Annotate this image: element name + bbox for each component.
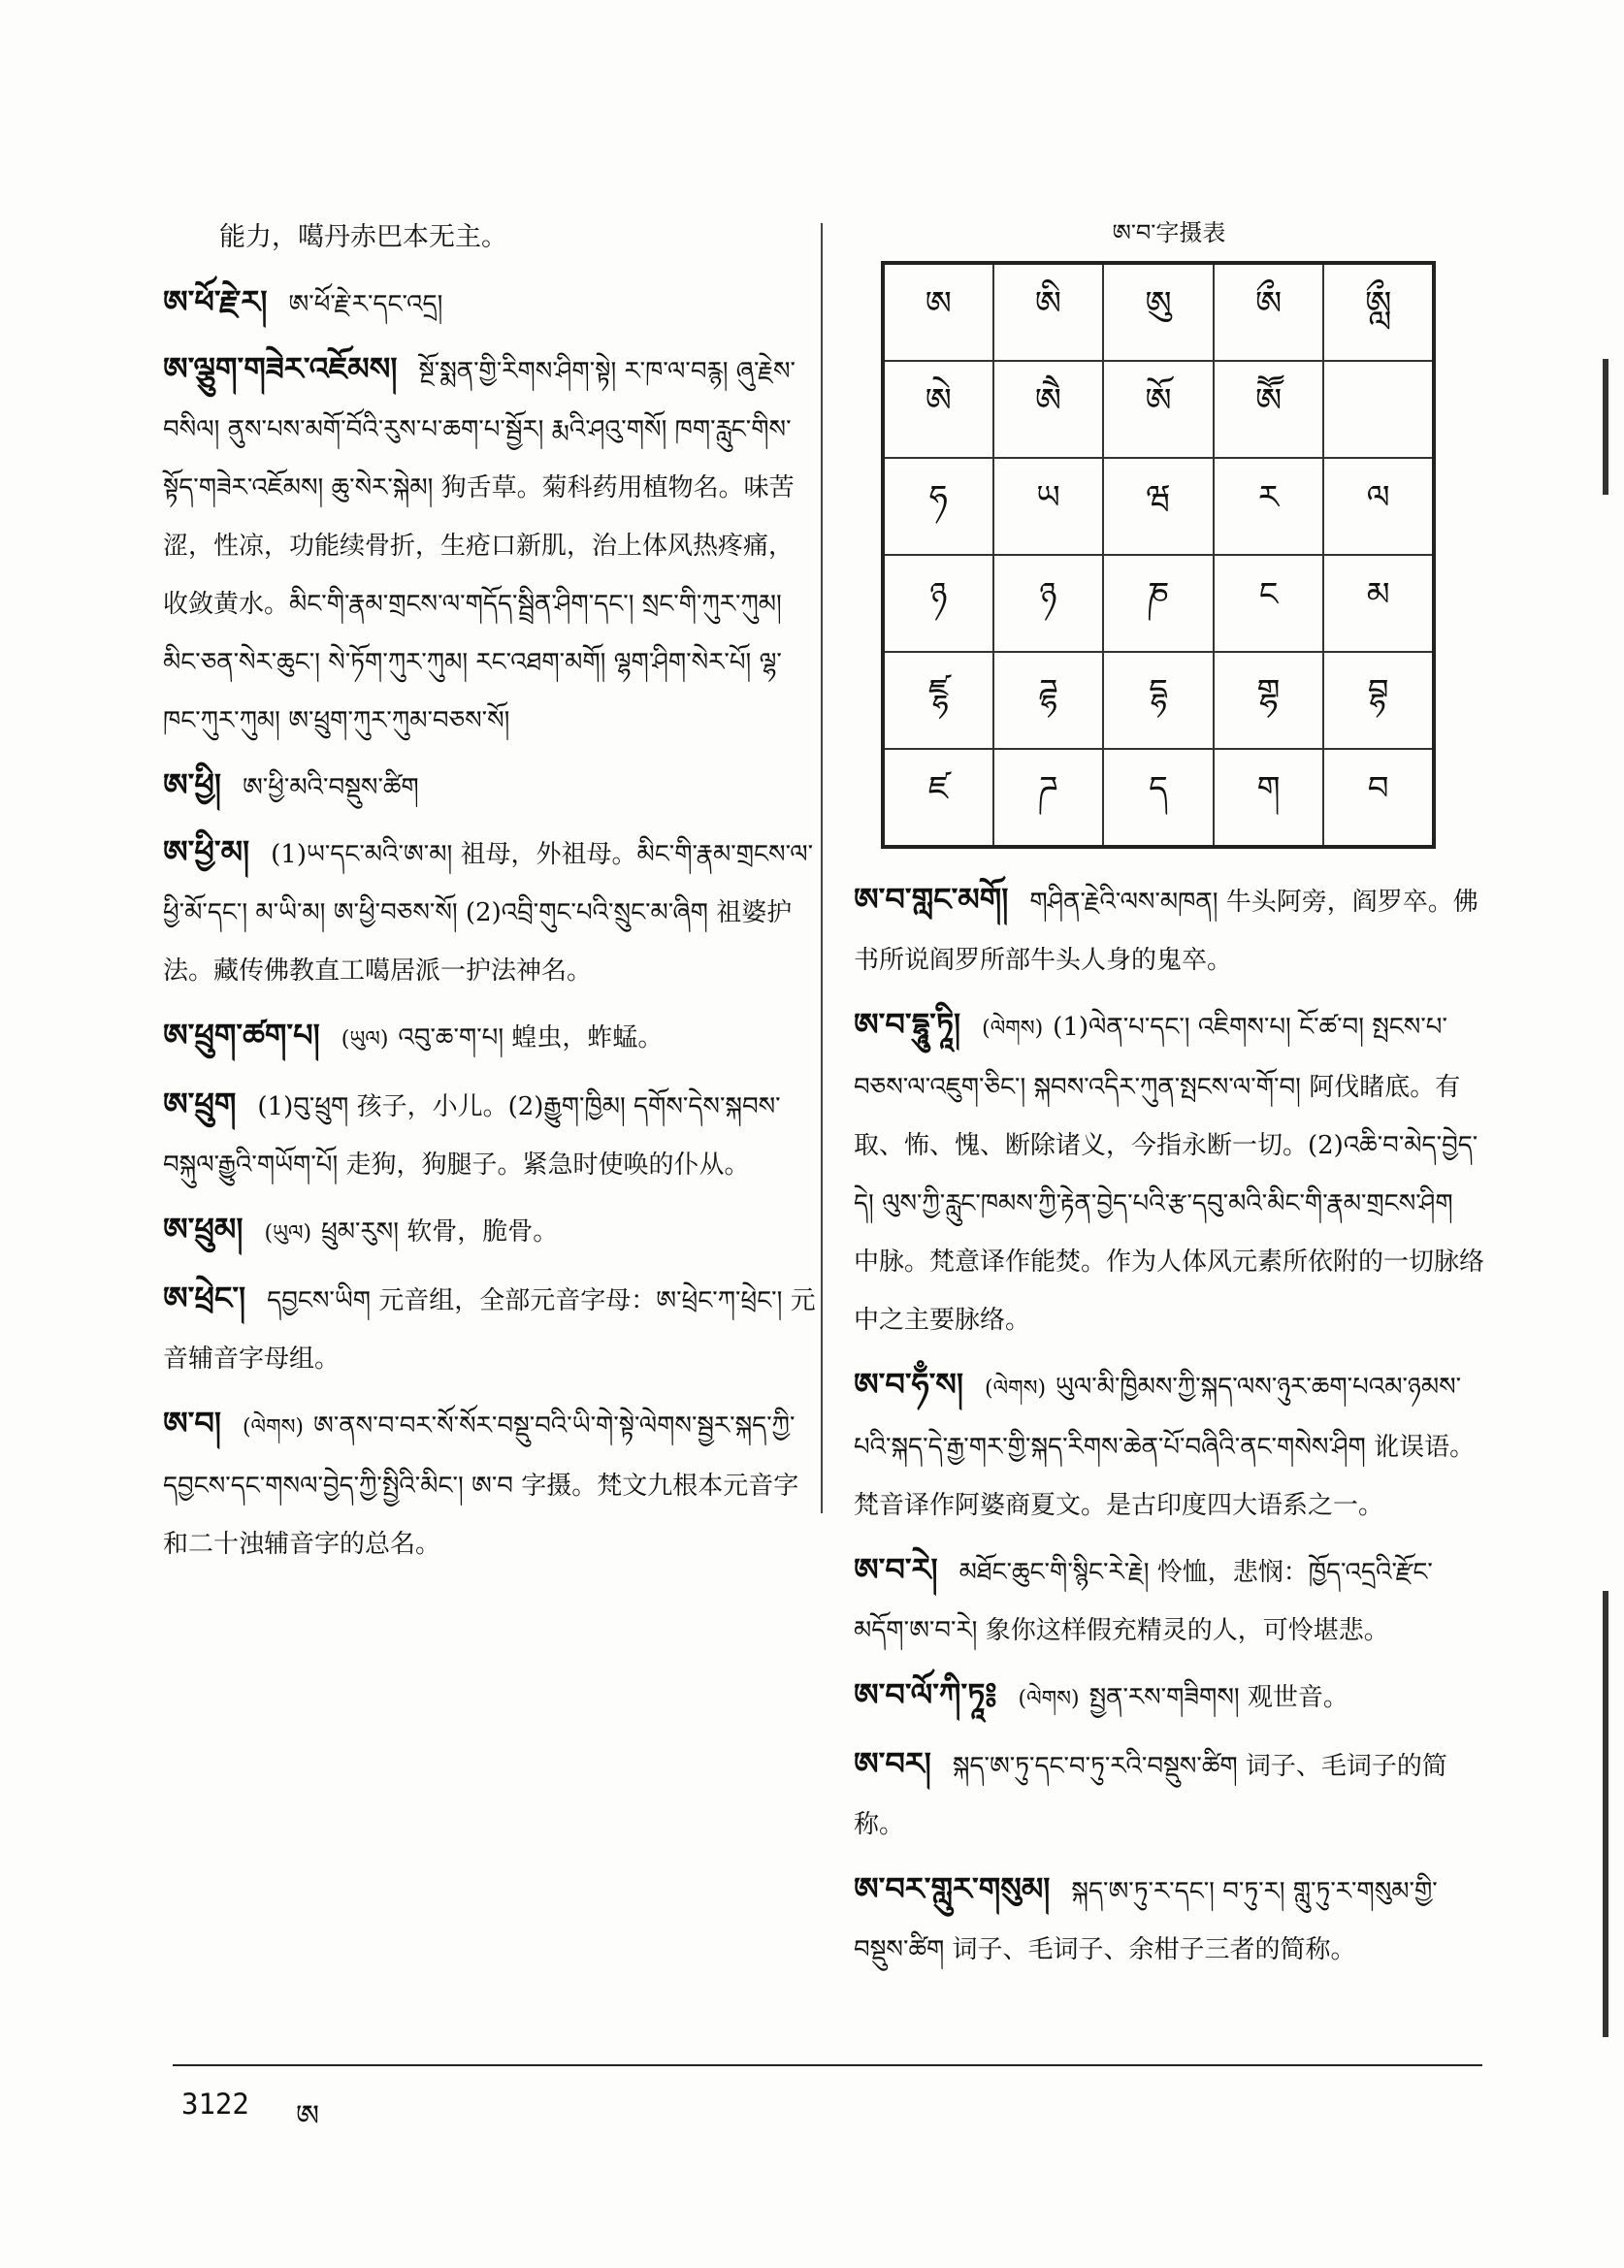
- page-number: 3122: [181, 2088, 249, 2121]
- entry-body: ཨ་ནས་བ་བར་སོ་སོར་བསྡུ་བའི་ཡི་གེ་སྟེ་ལེགས་སྦྱར་སྐད་ཀྱི་དབྱངས་དང་གསལ་བྱེད་ཀྱི་སྤྱིའི་མིང་། ཨ་བ 字摄。梵文九根本元音字和二十浊辅音字的总名。: [163, 1411, 799, 1559]
- table-row: [883, 361, 1434, 458]
- entry-headword: ཨ་ཕྲུག་ཚག་པ།: [163, 1017, 320, 1053]
- entry-body: མཐོང་ཆུང་གི་སྙིང་རེ་རྗེ། 怜恤，悲悯：ཁྱོད་འདྲའི་རྫོང་མདོག་ཨ་བ་རེ། 象你这样假充精灵的人，可怜堪悲。: [854, 1558, 1433, 1645]
- footer-rule: [173, 2064, 1482, 2066]
- entry-headword: ཨ་ཕྱི་མ།: [163, 833, 250, 870]
- table-cell: ཛྷ: [883, 652, 993, 749]
- table-cell: ཨི: [993, 263, 1104, 361]
- table-cell: ཉ: [993, 555, 1104, 652]
- entry-body: ཡུལ་མི་ཁྱིམས་ཀྱི་སྐད་ལས་ཉུར་ཆག་པའམ་ཉམས་པའི་སྐད་དེ་རྒྱ་གར་གྱི་སྐད་རིགས་ཆེན་པོ་བཞིའི་ནང་གསེས་ཤིག 讹误语。梵音译作阿婆商夏文。是古印度四大语系之一。: [854, 1373, 1476, 1520]
- dictionary-entry: [163, 1200, 818, 1263]
- entry-headword: ཨ་བ་ཧྃ་ས།: [854, 1366, 963, 1403]
- scan-edge-mark: [1603, 359, 1608, 495]
- table-cell: བ: [1323, 749, 1434, 847]
- dictionary-entry: [163, 1394, 818, 1573]
- table-cell: ག: [1214, 749, 1324, 847]
- dictionary-entry: [854, 1666, 1484, 1729]
- table-row: [883, 263, 1434, 361]
- table-cell: དྷ: [1103, 652, 1214, 749]
- table-row: [883, 458, 1434, 555]
- entry-tag: (ལེགས): [1018, 1687, 1080, 1711]
- table-cell: ལ: [1323, 458, 1434, 555]
- entry-tag: (ལེགས): [985, 1377, 1047, 1401]
- entry-headword: ཨ་ཕྲུམ།: [163, 1211, 244, 1247]
- entry-headword: ཨ་བར།: [854, 1745, 931, 1782]
- scan-edge-mark: [1603, 1591, 1608, 2037]
- entry-body: ཨ་ཕྱི་མའི་བསྡུས་ཚིག: [242, 773, 419, 802]
- entry-headword: ཨ་བ་ལོ་ཀི་ཏཱ༔: [854, 1676, 997, 1713]
- table-row: [883, 749, 1434, 847]
- column-divider: [821, 223, 823, 1513]
- table-cell: ཧ: [883, 458, 993, 555]
- dictionary-entry: [854, 1355, 1484, 1535]
- table-cell: ཡ: [993, 458, 1104, 555]
- entry-headword: ཨ་བར་གླུར་གསུམ།: [854, 1870, 1051, 1907]
- entry-headword: ཨ་ལྕུག་གཟེར་འཇོམས།: [163, 350, 398, 387]
- entry-body: (1)བུ་ཕྲུག 孩子，小儿。(2)རྒྱུག་ཁྱིམ། དགོས་དེས་སྐབས་བསྐུལ་རྒྱུའི་གཡོག་པོ། 走狗，狗腿子。紧急时使唤的仆从。: [163, 1092, 781, 1180]
- table-cell: ཨོ: [1103, 361, 1214, 458]
- table-cell: ཨཻ: [993, 361, 1104, 458]
- dictionary-entry: [854, 995, 1484, 1349]
- table-cell: ཉ: [883, 555, 993, 652]
- entry-body: གཤིན་རྗེའི་ལས་མཁན། 牛头阿旁，阎罗卒。佛书所说阎罗所部牛头人身的鬼卒。: [854, 888, 1478, 975]
- table-cell: [1323, 361, 1434, 458]
- entry-body: དབྱངས་ཡིག 元音组，全部元音字母：ཨ་ཕྲེང་ཀ་ཕྲེང་། 元音辅音字母组。: [163, 1286, 816, 1374]
- dictionary-entry: [854, 1860, 1484, 1979]
- dictionary-entry: [163, 1269, 818, 1388]
- entry-body: སྐད་ཨ་ཏུ་དང་བ་ཏུ་རའི་བསྡུས་ཚིག 词子、毛词子的简称。: [854, 1752, 1447, 1839]
- table-cell: ཨླྀ: [1323, 263, 1434, 361]
- table-cell: ཌྷ: [993, 652, 1104, 749]
- entry-headword: ཨ་བ་གླང་མགོ།: [854, 881, 1009, 918]
- table-cell: ཨཽ: [1214, 361, 1324, 458]
- table-cell: བྷ: [1323, 652, 1434, 749]
- dictionary-entry: [163, 1075, 818, 1194]
- entry-tag: (ཡུལ): [341, 1027, 389, 1052]
- entry-headword: ཨ་ཕྲུག: [163, 1085, 237, 1122]
- table-cell: མ: [1323, 555, 1434, 652]
- entry-body: ཕྲུམ་རུས། 软骨，脆骨。: [321, 1217, 559, 1247]
- entry-tag: (ལེགས): [982, 1017, 1044, 1041]
- entry-body: འབུ་ཆ་ག་པ། 蝗虫，蚱蜢。: [398, 1023, 664, 1053]
- entry-headword: ཨ་བ།: [163, 1405, 221, 1442]
- entry-tag: (ཡུལ): [264, 1221, 312, 1246]
- dictionary-entry: [163, 756, 818, 817]
- entry-tag: (ལེགས): [242, 1415, 305, 1440]
- table-cell: ཨུ: [1103, 263, 1214, 361]
- entry-body: སྐད་ཨ་ཏུ་ར་དང་། བ་ཏུ་ར། གླུ་ཏུ་ར་གསུམ་གྱི་བསྡུས་ཚིག 词子、毛词子、余柑子三者的简称。: [854, 1877, 1438, 1964]
- table-cell: ང: [1214, 555, 1324, 652]
- entry-headword: ཨ་ཕོ་རྗེ་ར།: [163, 283, 268, 320]
- entry-body: 能力，噶丹赤巴本无主。: [219, 222, 507, 252]
- entry-headword: ཨ་ཕྲེང་།: [163, 1280, 246, 1316]
- entry-body: སྔོ་སྨན་གྱི་རིགས་ཤིག་སྟེ། ར་ཁ་ལ་བརྙ། ཞུ་རྗེས་བསིལ། ནུས་པས་མགོ་བོའི་རུས་པ་ཆག་པ་སྦྱོར། རྨའི་ཤའུ་གསོ། ཁག་རླུང་གིས་སྟོད་གཟེར་འཇོམས། ཆུ་སེར་སྐེམ། 狗舌草。菊科药用植物名。味苦涩，性凉，功能续骨折，生疮口新肌，治上体风热疼痛，收敛黄水。མིང་གི་རྣམ་གྲངས་ལ་གདོད་སྦྲིན་ཤིག་དང་། སྲང་གི་ཀུར་ཀུམ། མིང་ཅན་སེར་ཆུང་། སེ་ཏོག་ཀུར་ཀུམ། རང་འཐག་མགོ། ལྷག་ཤིག་སེར་པོ། ལྷ་ཁང་ཀུར་ཀུམ། ཨ་ཕྲུག་ཀུར་ཀུམ་བཅས་སོ།: [163, 357, 796, 735]
- table-cell: ཌ: [993, 749, 1104, 847]
- dictionary-entry: [854, 1540, 1484, 1660]
- table-cell: ཨ: [883, 263, 993, 361]
- table-cell: ཝ: [1103, 458, 1214, 555]
- dictionary-entry: [163, 273, 818, 334]
- table-cell: ཨྀ: [1214, 263, 1324, 361]
- section-letter: ཨ: [296, 2099, 320, 2133]
- entry-body: (1)ཡ་དང་མའི་ཨ་མ། 祖母，外祖母。མིང་གི་རྣམ་གྲངས་ལ་ཕྱི་མོ་དང་། མ་ཡི་མ། ཨ་ཕྱི་བཅས་སོ། (2)འབྲི་གུང་པའི་སྲུང་མ་ཞིག 祖婆护法。藏传佛教直工噶居派一护法神名。: [163, 840, 814, 986]
- table-cell: ཨེ: [883, 361, 993, 458]
- entry-continuation: [163, 209, 818, 267]
- syllable-table: [881, 261, 1436, 849]
- table-title: ཨ་བ་字摄表: [1112, 219, 1226, 246]
- table-cell: ཛ: [883, 749, 993, 847]
- table-cell: ད: [1103, 749, 1214, 847]
- entry-headword: ཨ་བ་དྷཱུ་ཏཱི།: [854, 1006, 961, 1043]
- table-cell: ར: [1214, 458, 1324, 555]
- dictionary-entry: [163, 823, 818, 1000]
- table-row: [883, 555, 1434, 652]
- right-column: [854, 209, 1484, 1985]
- table-cell: གྷ: [1214, 652, 1324, 749]
- entry-body: (1)ལེན་པ་དང་། འཇིགས་པ། ངོ་ཚ་བ། སྤངས་པ་བཅས་ལ་འཇུག་ཅིང་། སྐབས་འདིར་ཀུན་སྤངས་ལ་གོ་བ། 阿伐睹底。有取、怖、愧、断除诸义，今指永断一切。(2)འཆི་བ་མེད་བྱེད་དེ། ལུས་ཀྱི་རླུང་ཁམས་ཀྱི་རྟེན་བྱེད་པའི་རྩ་དབུ་མའི་མིང་གི་རྣམ་གྲངས་ཤིག 中脉。梵意译作能焚。作为人体风元素所依附的一切脉络中之主要脉络。: [854, 1013, 1485, 1335]
- left-column: [163, 209, 818, 1579]
- dictionary-entry: [163, 1006, 818, 1069]
- entry-body: ཨ་ཕོ་རྗེ་ར་དང་འདྲ།: [288, 290, 443, 319]
- dictionary-entry: [163, 340, 818, 750]
- entry-headword: ཨ་ཕྱི།: [163, 766, 221, 803]
- entry-body: སྤྱན་རས་གཟིགས། 观世音。: [1088, 1683, 1348, 1712]
- table-row: [883, 652, 1434, 749]
- table-cell: ཎ: [1103, 555, 1214, 652]
- dictionary-entry: [854, 870, 1484, 989]
- entry-headword: ཨ་བ་རེ།: [854, 1551, 938, 1588]
- dictionary-entry: [854, 1734, 1484, 1854]
